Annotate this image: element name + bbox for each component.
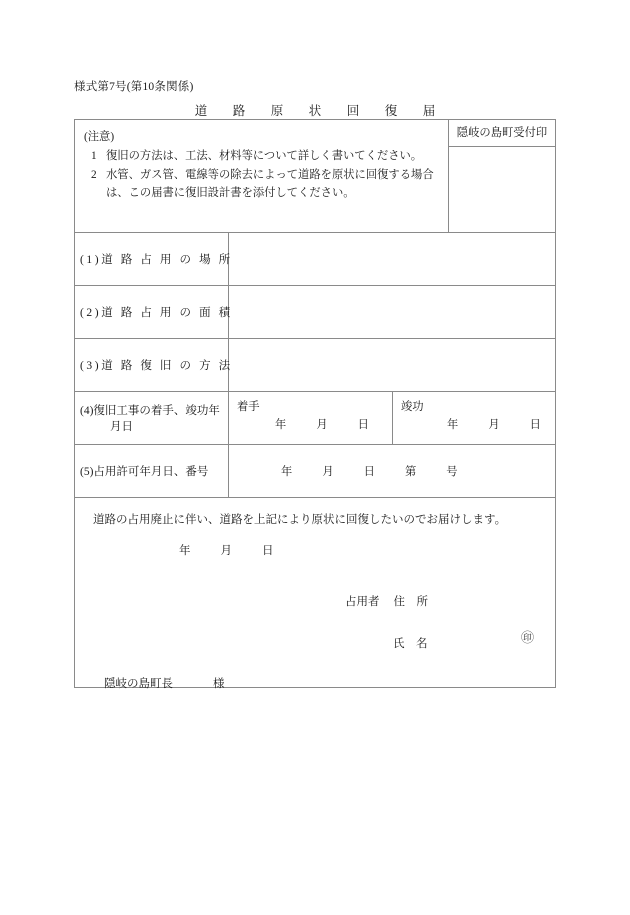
declaration-text: 道路の占用廃止に伴い、道路を上記により原状に回復したいのでお届けします。 — [93, 514, 507, 526]
note-number: 1 — [91, 150, 97, 163]
field-label-text: (1)道 路 占 用 の 場 所 — [80, 254, 233, 266]
field-label-text-line1: (4)復旧工事の着手、竣功年 — [80, 405, 220, 417]
field-label — [75, 445, 229, 497]
field-label-text: (5)占用許可年月日、番号 — [80, 466, 209, 478]
completion-month-label: 月 — [488, 419, 500, 431]
document-title: 道 路 原 状 回 復 届 — [194, 104, 442, 118]
notes-row — [75, 120, 555, 233]
field-label-text: (3)道 路 復 旧 の 方 法 — [80, 360, 233, 372]
receipt-stamp-area[interactable] — [449, 147, 555, 232]
notes-heading: (注意) — [84, 131, 115, 143]
receipt-stamp-cell — [449, 120, 555, 232]
field-label — [75, 286, 233, 338]
note-item — [84, 166, 439, 203]
receipt-stamp-label: 隠岐の島町受付印 — [449, 120, 555, 147]
field-label-text-line2: 月日 — [110, 421, 133, 433]
addressee-line — [104, 675, 225, 691]
completion-date-cell[interactable] — [393, 392, 555, 444]
field-value-location[interactable] — [229, 233, 555, 285]
field-value-area[interactable] — [229, 286, 555, 338]
declaration-date[interactable] — [179, 542, 274, 558]
permit-number-prefix: 第 — [404, 466, 417, 478]
form-table — [74, 119, 556, 688]
permit-number-suffix: 号 — [446, 466, 458, 478]
declaration-row — [75, 498, 555, 690]
field-row-area — [75, 286, 555, 339]
completion-day-label: 日 — [529, 419, 541, 431]
field-value-method[interactable] — [229, 339, 555, 391]
declaration-day-label: 日 — [262, 545, 274, 557]
notes-cell — [75, 120, 449, 232]
start-year-label: 年 — [275, 419, 287, 431]
form-number: 様式第7号(第10条関係) — [74, 81, 194, 93]
permit-year-label: 年 — [281, 466, 293, 478]
note-text: 復旧の方法は、工法、材料等について詳しく書いてください。 — [106, 150, 423, 163]
addressee-honorific: 様 — [213, 678, 225, 690]
note-text: 水管、ガス管、電線等の除去によって道路を原状に回復する場合は、この届書に復旧設計書を添付してください。 — [106, 168, 434, 199]
field-row-work-dates — [75, 392, 555, 445]
work-dates-values — [229, 392, 555, 444]
note-number: 2 — [91, 168, 97, 181]
field-label — [75, 392, 229, 444]
applicant-address-line[interactable] — [345, 593, 428, 609]
permit-day-label: 日 — [363, 466, 375, 478]
field-row-permit — [75, 445, 555, 498]
start-date-heading: 着手 — [237, 401, 260, 413]
start-month-label: 月 — [316, 419, 328, 431]
permit-month-label: 月 — [322, 466, 334, 478]
completion-date-heading: 竣功 — [401, 401, 424, 413]
addressee-name: 隠岐の島町長 — [104, 678, 173, 690]
field-label — [75, 339, 233, 391]
start-day-label: 日 — [357, 419, 369, 431]
applicant-name-line[interactable] — [393, 635, 428, 651]
address-label: 住 所 — [393, 596, 428, 608]
completion-date-ymd — [447, 416, 541, 432]
start-date-ymd — [275, 416, 369, 432]
note-item — [84, 147, 439, 165]
permit-value-cell[interactable] — [229, 445, 555, 497]
declaration-year-label: 年 — [179, 545, 191, 557]
field-label — [75, 233, 233, 285]
field-row-location — [75, 233, 555, 286]
field-label-text: (2)道 路 占 用 の 面 積 — [80, 307, 233, 319]
field-row-method — [75, 339, 555, 392]
declaration-month-label: 月 — [220, 545, 232, 557]
permit-ymd-number — [281, 463, 458, 479]
seal-mark-icon: ㊞ — [521, 630, 535, 645]
applicant-label: 占用者 — [345, 596, 380, 608]
completion-year-label: 年 — [447, 419, 459, 431]
start-date-cell[interactable] — [229, 392, 393, 444]
name-label: 氏 名 — [393, 638, 428, 650]
